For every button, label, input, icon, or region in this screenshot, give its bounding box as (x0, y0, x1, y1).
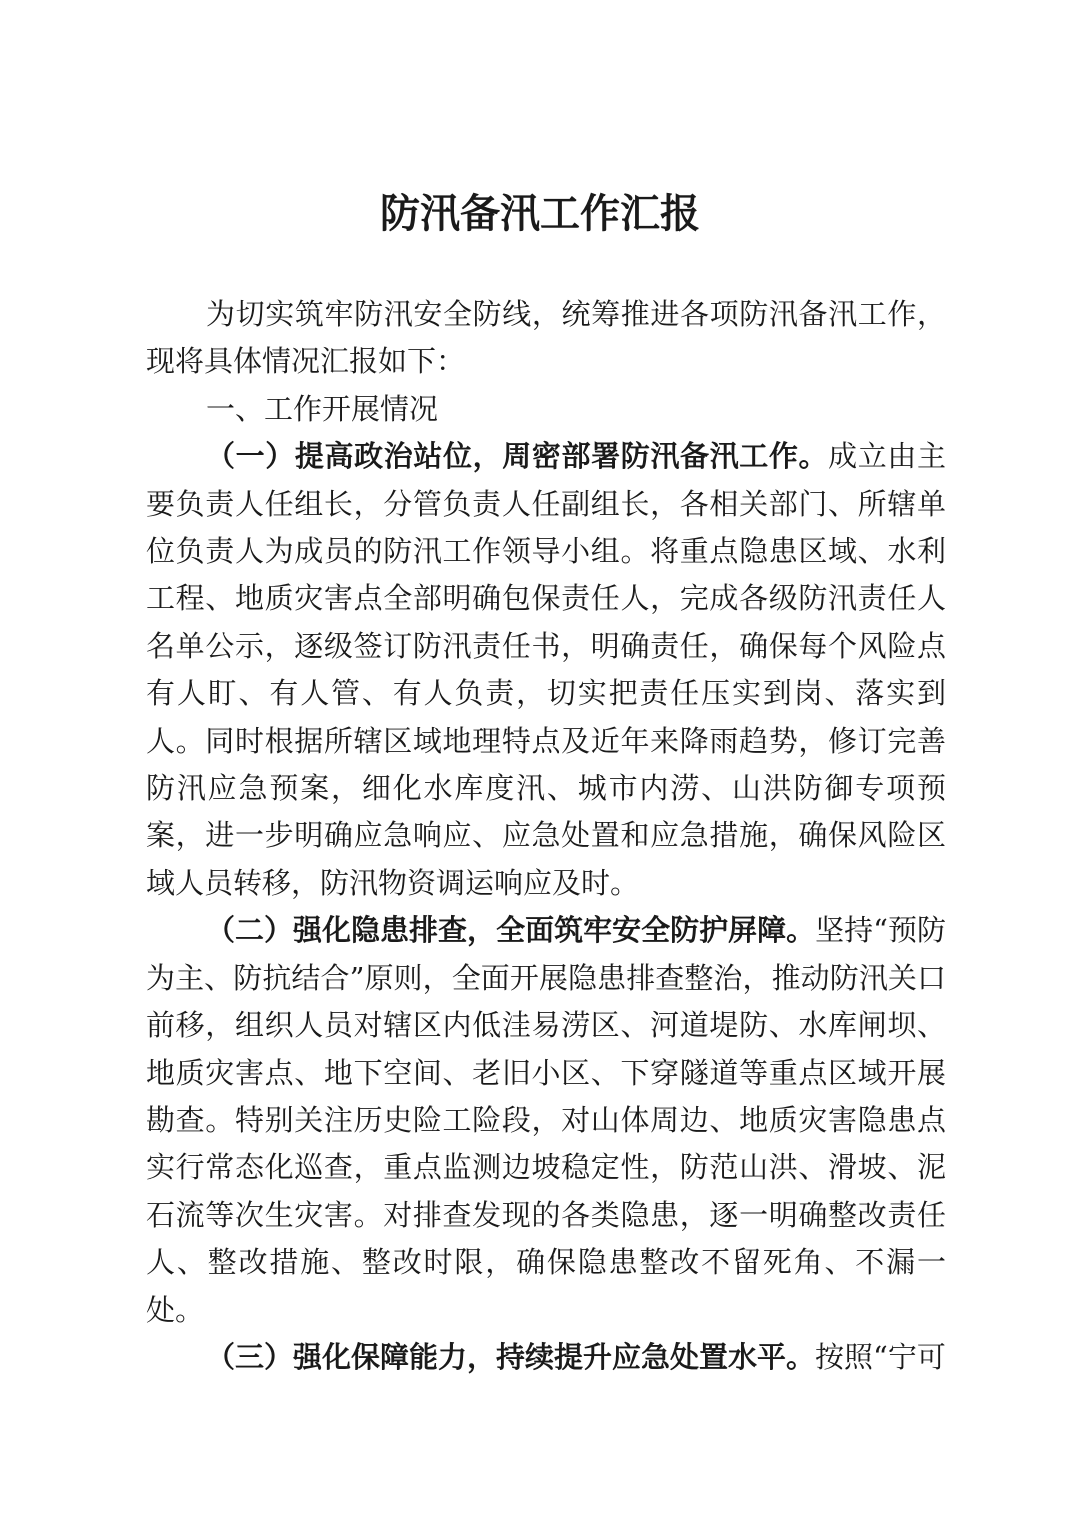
section-heading: 一、工作开展情况 (206, 391, 439, 426)
item-lead: （三）强化保障能力，持续提升应急处置水平。 (206, 1339, 816, 1374)
item-text: 成立由主要负责人任组长，分管负责人任副组长，各相关部门、所辖单位负责人为成员的防汛工作领导小组。将重点隐患区域、水利工程、地质灾害点全部明确包保责任人，完成各级防汛责任人名单公示，逐级签订防汛责任书，明确责任，确保每个风险点有人盯、有人管、有人负责，切实把责任压实到岗、落实到人。同时根据所辖区域地理特点及近年来降雨趋势，修订完善防汛应急预案，细化水库度汛、城市内涝、山洪防御专项预案，进一步明确应急响应、应急处置和应急措施，确保风险区域人员转移，防汛物资调运响应及时。 (146, 439, 946, 900)
item-lead: （一）提高政治站位，周密部署防汛备汛工作。 (206, 439, 829, 474)
item-lead: （二）强化隐患排查，全面筑牢安全防护屏障。 (206, 913, 816, 948)
item-text: 按照“宁可 (815, 1339, 946, 1374)
section-item-paragraph (146, 1334, 946, 1381)
section-item-paragraph (146, 907, 946, 1334)
document-body (146, 291, 946, 1381)
document-title: 防汛备汛工作汇报 (380, 190, 700, 237)
item-text: 坚持“预防为主、防抗结合”原则，全面开展隐患排查整治，推动防汛关口前移，组织人员对辖区内低洼易涝区、河道堤防、水库闸坝、地质灾害点、地下空间、老旧小区、下穿隧道等重点区域开展勘查。特别关注历史险工险段，对山体周边、地质灾害隐患点实行常态化巡查，重点监测边坡稳定性，防范山洪、滑坡、泥石流等次生灾害。对排查发现的各类隐患，逐一明确整改责任人、整改措施、整改时限，确保隐患整改不留死角、不漏一处。 (146, 913, 946, 1327)
section-item-paragraph (146, 433, 946, 907)
intro-paragraph: 为切实筑牢防汛安全防线，统筹推进各项防汛备汛工作，现将具体情况汇报如下： (146, 297, 946, 379)
